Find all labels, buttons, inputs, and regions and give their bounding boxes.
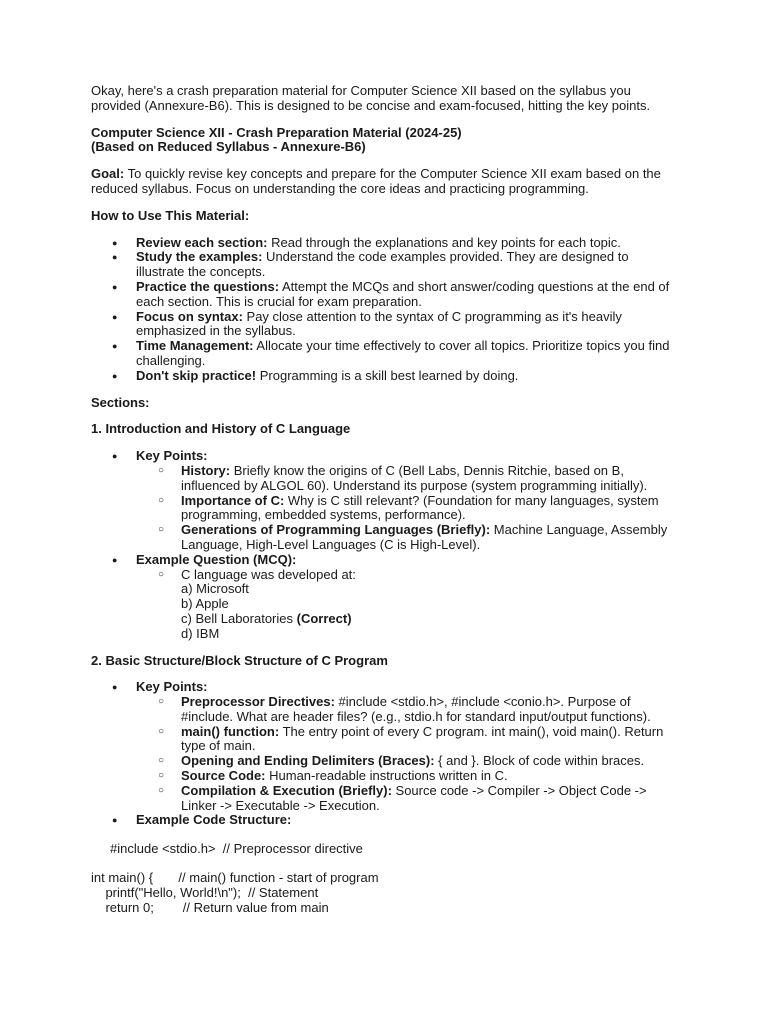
how-to-use-list [91,236,680,384]
option-c-text: c) Bell Laboratories [181,610,297,626]
list-item [91,680,680,813]
list-item-label: Generations of Programming Languages (Briefly): [181,522,491,538]
document-title: Computer Science XII - Crash Preparation Material (2024-25) [91,124,462,140]
list-item-label: Study the examples: [136,249,263,265]
list-item [91,369,680,384]
list-item [91,236,680,251]
section-2-key-points [136,695,680,813]
list-item [136,784,680,814]
code-include-line: #include <stdio.h> // Preprocessor directive [110,841,363,857]
list-item-text: #include <stdio.h>, #include <conio.h>. Purpose of #include. What are header files? (e.g., stdio.h for standard input/output functions). [181,694,651,724]
intro-paragraph: Okay, here's a crash preparation material for Computer Science XII based on the syllabus you provided (Annexure-B6). This is designed to be concise and exam-focused, hitting the key points. [91,83,651,113]
list-item [136,725,680,755]
option-a: a) Microsoft [181,581,249,597]
list-item [91,553,680,642]
list-item-text: Attempt the MCQs and short answer/coding questions at the end of each section. This is crucial for exam preparation. [136,278,670,309]
list-item-text: Understand the code examples provided. They are designed to illustrate the concepts. [136,249,629,280]
list-item [91,813,680,828]
list-item-text: Why is C still relevant? (Foundation for many languages, system programming, embedded systems, performance). [181,492,659,523]
list-item-text: { and }. Block of code within braces. [434,753,645,769]
goal-label: Goal: [91,166,125,182]
list-item-label: Source Code: [181,768,266,784]
list-item-label: Focus on syntax: [136,308,243,324]
list-item-text: Human-readable instructions written in C. [265,768,508,784]
goal-paragraph [91,167,680,197]
document-subtitle: (Based on Reduced Syllabus - Annexure-B6) [91,139,366,155]
mcq-question [136,568,680,642]
list-item [91,280,680,310]
code-main-block: int main() { // main() function - start of program printf("Hello, World!\n"); // Statement return 0; // Return value from main [91,870,379,915]
list-item-text: Programming is a skill best learned by doing. [256,367,519,383]
section-1-heading: 1. Introduction and History of C Language [91,421,351,437]
option-b: b) Apple [181,596,229,612]
section-1-list [91,449,680,641]
list-item-label: History: [181,462,231,478]
list-item-text: Briefly know the origins of C (Bell Labs, Dennis Ritchie, based on B, influenced by ALGOL 60). Understand its purpose (system programming initially). [181,462,648,493]
example-question-label: Example Question (MCQ): [136,551,297,567]
list-item [91,449,680,553]
list-item-text: Allocate your time effectively to cover all topics. Prioritize topics you find challenging. [136,338,670,368]
list-item [91,250,680,280]
list-item [91,310,680,340]
section-2-heading: 2. Basic Structure/Block Structure of C Program [91,652,388,668]
list-item-label: Opening and Ending Delimiters (Braces): [181,753,435,769]
list-item-label: Don't skip practice! [136,367,257,383]
list-item-text: Source code -> Compiler -> Object Code -> Linker -> Executable -> Execution. [181,782,647,813]
option-d: d) IBM [181,625,220,641]
list-item-text: Read through the explanations and key points for each topic. [267,234,621,250]
how-to-use-heading: How to Use This Material: [91,207,250,223]
key-points-label: Key Points: [136,448,208,464]
list-item [136,523,680,553]
mcq-list [136,568,680,642]
list-item [136,494,680,524]
list-item-text: Machine Language, Assembly Language, High-Level Languages (C is High-Level). [181,522,668,552]
goal-text: To quickly revise key concepts and prepare for the Computer Science XII exam based on the reduced syllabus. Focus on understanding the core ideas and practicing programming. [91,166,661,196]
list-item-label: Time Management: [136,338,254,354]
list-item-label: main() function: [181,723,280,739]
list-item-text: Pay close attention to the syntax of C programming as it's heavily emphasized in the syllabus. [136,308,622,339]
list-item-text: The entry point of every C program. int main(), void main(). Return type of main. [181,723,664,754]
list-item-label: Importance of C: [181,492,285,508]
list-item-label: Compilation & Execution (Briefly): [181,782,392,798]
list-item-label: Preprocessor Directives: [181,694,335,710]
section-2-list [91,680,680,828]
list-item [136,695,680,725]
list-item-label: Practice the questions: [136,278,280,294]
list-item [136,769,680,784]
example-code-label: Example Code Structure: [136,812,292,828]
list-item-label: Review each section: [136,234,268,250]
question-text: ○ C language was developed at: [181,566,356,582]
key-points-label: Key Points: [136,679,208,695]
correct-tag: (Correct) [296,610,352,626]
list-item [91,339,680,369]
option-c [181,612,680,627]
sections-heading: Sections: [91,394,150,410]
list-item [136,464,680,494]
list-item [136,754,680,769]
section-1-key-points [136,464,680,553]
